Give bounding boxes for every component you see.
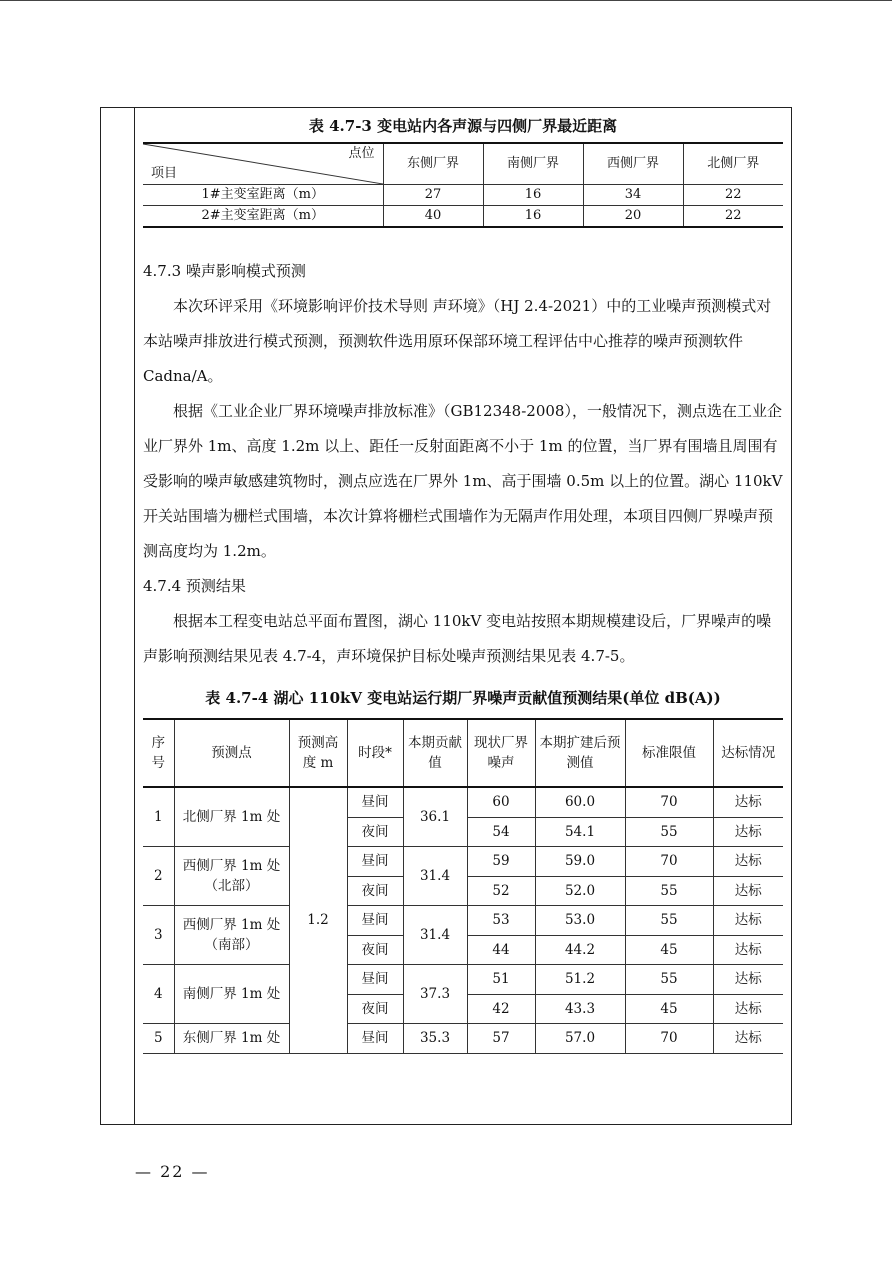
cell-limit: 70 xyxy=(625,787,713,817)
cell-limit: 70 xyxy=(625,1024,713,1054)
page-content xyxy=(143,110,783,1054)
col-west: 西侧厂界 xyxy=(583,143,683,185)
cell-point: 南侧厂界 1m 处 xyxy=(174,965,289,1024)
header-contrib: 本期贡献值 xyxy=(403,719,467,787)
cell-no: 1 xyxy=(143,787,174,847)
table-cell: 40 xyxy=(383,206,483,228)
header-point: 预测点 xyxy=(174,719,289,787)
cell-current: 54 xyxy=(467,817,535,847)
header-status: 达标情况 xyxy=(713,719,783,787)
cell-status: 达标 xyxy=(713,935,783,965)
cell-limit: 55 xyxy=(625,876,713,906)
table-row xyxy=(143,965,783,995)
cell-point: 东侧厂界 1m 处 xyxy=(174,1024,289,1054)
cell-period: 昼间 xyxy=(347,847,403,877)
row-label: 2#主变室距离（m） xyxy=(143,206,383,228)
cell-current: 42 xyxy=(467,994,535,1024)
cell-period: 夜间 xyxy=(347,876,403,906)
section-heading-473: 4.7.3 噪声影响模式预测 xyxy=(143,262,306,280)
table-cell: 22 xyxy=(683,206,783,228)
cell-predicted: 51.2 xyxy=(535,965,625,995)
cell-current: 44 xyxy=(467,935,535,965)
col-east: 东侧厂界 xyxy=(383,143,483,185)
cell-current: 57 xyxy=(467,1024,535,1054)
cell-no: 4 xyxy=(143,965,174,1024)
cell-predicted: 43.3 xyxy=(535,994,625,1024)
cell-contrib: 35.3 xyxy=(403,1024,467,1054)
cell-status: 达标 xyxy=(713,876,783,906)
table-row xyxy=(143,787,783,817)
table-row xyxy=(143,206,783,228)
col-south: 南侧厂界 xyxy=(483,143,583,185)
cell-predicted: 54.1 xyxy=(535,817,625,847)
header-current: 现状厂界噪声 xyxy=(467,719,535,787)
row-label: 1#主变室距离（m） xyxy=(143,185,383,206)
paragraph: 根据《工业企业厂界环境噪声排放标准》（GB12348-2008），一般情况下，测点选在工业企业厂界外 1m、高度 1.2m 以上、距任一反射面距离不小于 1m 的位置，当厂界有围墙且周围有受影响的噪声敏感建筑物时，测点应选在厂界外 1m、高于围墙 0.5m 以上的位置。湖心 110kV 开关站围墙为栅栏式围墙，本次计算将栅栏式围墙作为无隔声作用处理，本项目四侧厂界噪声预测高度均为 1.2m。 xyxy=(143,402,783,560)
cell-status: 达标 xyxy=(713,847,783,877)
header-period: 时段* xyxy=(347,719,403,787)
cell-point: 西侧厂界 1m 处（北部） xyxy=(174,847,289,906)
cell-period: 夜间 xyxy=(347,817,403,847)
corner-bottom-label: 项目 xyxy=(151,166,178,181)
cell-no: 3 xyxy=(143,906,174,965)
table1-header-row xyxy=(143,143,783,185)
table1-corner-cell xyxy=(143,143,383,185)
table-cell: 22 xyxy=(683,185,783,206)
paragraph: 本次环评采用《环境影响评价技术导则 声环境》（HJ 2.4-2021）中的工业噪声预测模式对本站噪声排放进行模式预测，预测软件选用原环保部环境工程评估中心推荐的噪声预测软件 Cadna/A。 xyxy=(143,297,772,385)
distance-table xyxy=(143,142,783,228)
cell-limit: 55 xyxy=(625,817,713,847)
cell-contrib: 37.3 xyxy=(403,965,467,1024)
header-height: 预测高度 m xyxy=(289,719,347,787)
table1-title: 表 4.7-3 变电站内各声源与四侧厂界最近距离 xyxy=(308,117,618,135)
cell-period: 昼间 xyxy=(347,906,403,936)
cell-limit: 45 xyxy=(625,994,713,1024)
cell-point: 北侧厂界 1m 处 xyxy=(174,787,289,847)
cell-period: 夜间 xyxy=(347,935,403,965)
section-heading-474: 4.7.4 预测结果 xyxy=(143,577,246,595)
cell-status: 达标 xyxy=(713,994,783,1024)
header-limit: 标准限值 xyxy=(625,719,713,787)
diagonal-line xyxy=(143,144,383,184)
table2-title: 表 4.7-4 湖心 110kV 变电站运行期厂界噪声贡献值预测结果(单位 dB(A)) xyxy=(205,689,721,707)
cell-period: 昼间 xyxy=(347,787,403,817)
table-cell: 34 xyxy=(583,185,683,206)
cell-predicted: 57.0 xyxy=(535,1024,625,1054)
corner-top-label: 点位 xyxy=(348,146,375,161)
cell-predicted: 59.0 xyxy=(535,847,625,877)
cell-predicted: 44.2 xyxy=(535,935,625,965)
paragraph: 根据本工程变电站总平面布置图，湖心 110kV 变电站按照本期规模建设后，厂界噪声的噪声影响预测结果见表 4.7-4，声环境保护目标处噪声预测结果见表 4.7-5。 xyxy=(143,612,772,665)
table-row xyxy=(143,847,783,877)
cell-limit: 55 xyxy=(625,965,713,995)
cell-current: 51 xyxy=(467,965,535,995)
cell-contrib: 31.4 xyxy=(403,906,467,965)
cell-height: 1.2 xyxy=(289,787,347,1053)
cell-status: 达标 xyxy=(713,965,783,995)
cell-current: 60 xyxy=(467,787,535,817)
cell-current: 53 xyxy=(467,906,535,936)
cell-no: 5 xyxy=(143,1024,174,1054)
table2-header-row xyxy=(143,719,783,787)
cell-status: 达标 xyxy=(713,906,783,936)
cell-status: 达标 xyxy=(713,787,783,817)
cell-limit: 70 xyxy=(625,847,713,877)
header-no: 序号 xyxy=(143,719,174,787)
frame-inner-line xyxy=(134,108,135,1124)
cell-current: 52 xyxy=(467,876,535,906)
table-row xyxy=(143,1024,783,1054)
cell-period: 昼间 xyxy=(347,965,403,995)
page-number: — 22 — xyxy=(135,1162,210,1181)
cell-period: 夜间 xyxy=(347,994,403,1024)
cell-status: 达标 xyxy=(713,1024,783,1054)
cell-contrib: 31.4 xyxy=(403,847,467,906)
header-predicted: 本期扩建后预测值 xyxy=(535,719,625,787)
cell-limit: 55 xyxy=(625,906,713,936)
top-rule xyxy=(0,0,892,1)
table-cell: 20 xyxy=(583,206,683,228)
cell-current: 59 xyxy=(467,847,535,877)
noise-result-table xyxy=(143,718,783,1054)
cell-point: 西侧厂界 1m 处（南部） xyxy=(174,906,289,965)
cell-limit: 45 xyxy=(625,935,713,965)
table-cell: 16 xyxy=(483,185,583,206)
cell-period: 昼间 xyxy=(347,1024,403,1054)
cell-predicted: 60.0 xyxy=(535,787,625,817)
cell-predicted: 53.0 xyxy=(535,906,625,936)
cell-predicted: 52.0 xyxy=(535,876,625,906)
cell-status: 达标 xyxy=(713,817,783,847)
table-row xyxy=(143,906,783,936)
table-cell: 16 xyxy=(483,206,583,228)
table-cell: 27 xyxy=(383,185,483,206)
table-row xyxy=(143,185,783,206)
cell-no: 2 xyxy=(143,847,174,906)
col-north: 北侧厂界 xyxy=(683,143,783,185)
cell-contrib: 36.1 xyxy=(403,787,467,847)
